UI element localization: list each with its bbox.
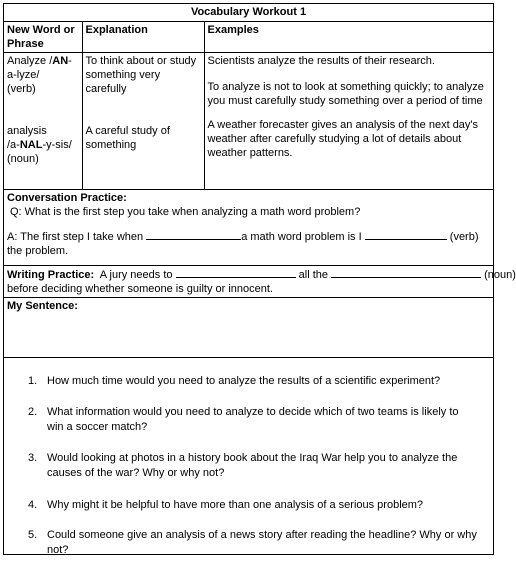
writing-blank-2[interactable]	[331, 267, 481, 278]
question-text: What information would you need to analyze to decide which of two teams is likely to win a soccer match?	[47, 406, 459, 433]
worksheet-title: Vocabulary Workout 1	[4, 4, 493, 22]
header-new-word: New Word or Phrase	[4, 22, 82, 53]
header-examples: Examples	[204, 22, 493, 53]
conversation-answer: A: The first step I take when a math word problem is I (verb)	[7, 231, 479, 243]
word1-explanation: To think about or study something very carefully	[85, 55, 197, 95]
question-number: 4.	[28, 499, 38, 511]
answer-blank-1[interactable]	[146, 229, 241, 240]
question-text: How much time would you need to analyze the results of a scientific experiment?	[47, 375, 441, 387]
word1-example-1: Scientists analyze the results of their research.	[207, 55, 435, 67]
vocabulary-table	[4, 4, 516, 358]
writing-practice	[4, 266, 516, 298]
header-explanation: Explanation	[82, 22, 204, 53]
question-text: Could someone give an analysis of a news story after reading the headline? Why or why not?	[47, 529, 477, 556]
question-number: 1.	[28, 375, 38, 387]
conversation-practice	[4, 190, 493, 266]
word-cell	[4, 53, 82, 190]
word2-explanation: A careful study of something	[85, 125, 170, 151]
word1-pos: (verb)	[7, 83, 36, 95]
question-number: 3.	[28, 452, 38, 464]
word2-pronunciation: /a-NAL-y-sis/	[7, 139, 72, 151]
question-text: Would looking at photos in a history book about the Iraq War help you to analyze the causes of the war? Why or why not?	[47, 452, 458, 479]
word2-example: A weather forecaster gives an analysis of the next day's weather after carefully studying a lot of details about weather patterns.	[207, 119, 479, 159]
question-text: Why might it be helpful to have more than one analysis of a serious problem?	[47, 499, 424, 511]
writing-blank-1[interactable]	[176, 267, 296, 278]
writing-end: before deciding whether someone is guilty or innocent.	[7, 283, 273, 295]
writing-line: Writing Practice: A jury needs to all the (noun)	[7, 269, 516, 281]
conversation-heading: Conversation Practice:	[7, 192, 127, 204]
question-number: 5.	[28, 529, 38, 541]
explanation-cell	[82, 53, 204, 190]
my-sentence-heading: My Sentence:	[7, 300, 78, 312]
conversation-answer-end: the problem.	[7, 245, 69, 257]
worksheet-page	[3, 3, 516, 556]
word1-example-2: To analyze is not to look at something quickly; to analyze you must carefully study something over a period of time	[207, 81, 484, 107]
answer-blank-2[interactable]	[365, 229, 447, 240]
conversation-question: Q: What is the first step you take when analyzing a math word problem?	[10, 206, 361, 218]
examples-cell	[204, 53, 493, 190]
word1-name: Analyze /AN-a-lyze/	[7, 55, 72, 81]
word2-pos: (noun)	[7, 153, 39, 165]
word2-name: analysis	[7, 125, 47, 137]
my-sentence-box[interactable]	[4, 298, 493, 358]
question-number: 2.	[28, 406, 38, 418]
